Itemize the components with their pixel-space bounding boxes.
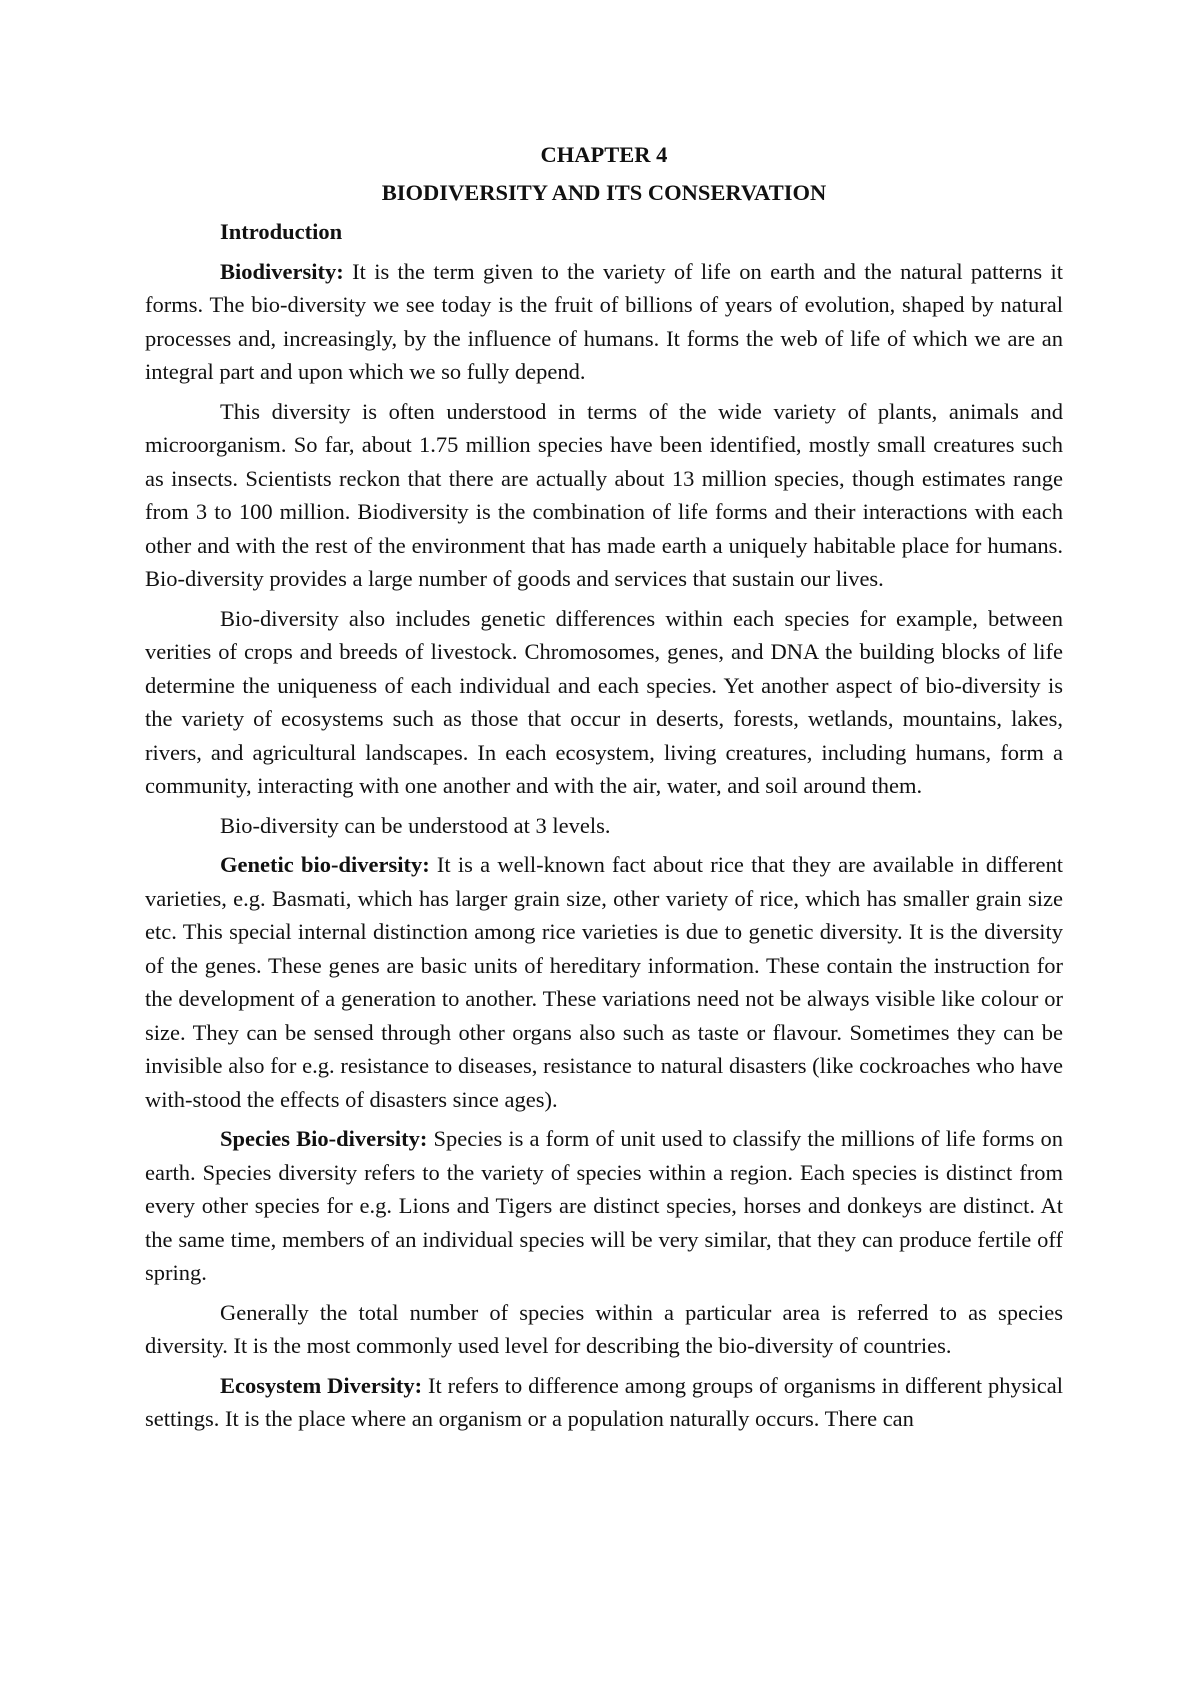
paragraph-ecosystem-diversity <box>145 1369 1063 1436</box>
paragraph-text: This diversity is often understood in terms of the wide variety of plants, animals and microorganism. So far, about 1.75 million species have been identified, mostly small creatures such as insects. Scientists reckon that there are actually about 13 million species, though estimates range from 3 to 100 million. Biodiversity is the combination of life forms and their interactions with each other and with the rest of the environment that has made earth a uniquely habitable place for humans. Bio-diversity provides a large number of goods and services that sustain our lives. <box>145 398 1063 591</box>
paragraph-lead: Ecosystem Diversity: <box>220 1372 423 1398</box>
document-page <box>145 138 1063 1442</box>
paragraph-text: Bio-diversity also includes genetic differences within each species for example, between verities of crops and breeds of livestock. Chromosomes, genes, and DNA the building blocks of life determine the uniqueness of each individual and each species. Yet another aspect of bio-diversity is the variety of ecosystems such as those that occur in deserts, forests, wetlands, mountains, lakes, rivers, and agricultural landscapes. In each ecosystem, living creatures, including humans, form a community, interacting with one another and with the air, water, and soil around them. <box>145 605 1063 798</box>
paragraph-species-biodiversity <box>145 1122 1063 1290</box>
paragraph-lead: Genetic bio-diversity: <box>220 852 430 877</box>
chapter-number: CHAPTER 4 <box>540 142 668 167</box>
paragraph-text: It is the term given to the variety of life on earth and the natural patterns it forms. The bio-diversity we see today is the fruit of billions of years of evolution, shaped by natural processes and, increasingly, by the influence of humans. It forms the web of life of which we are an integral part and upon which we so fully depend. <box>145 258 1063 384</box>
chapter-title: BIODIVERSITY AND ITS CONSERVATION <box>381 179 827 205</box>
paragraph-text: Bio-diversity can be understood at 3 levels. <box>220 812 611 838</box>
paragraph-biodiversity-definition <box>145 255 1063 389</box>
paragraph-genetic-differences <box>145 602 1063 803</box>
paragraph-text: Species is a form of unit used to classify the millions of life forms on earth. Species diversity refers to the variety of species within a region. Each species is distinct from every other species for e.g. Lions and Tigers are distinct species, horses and donkeys are distinct. At the same time, members of an individual species will be very similar, that they can produce fertile off spring. <box>145 1126 1063 1285</box>
paragraph-text: Generally the total number of species within a particular area is referred to as species diversity. It is the most commonly used level for describing the bio-diversity of countries. <box>145 1299 1063 1358</box>
paragraph-text: It is a well-known fact about rice that they are available in different varieties, e.g. Basmati, which has larger grain size, other variety of rice, which has smaller grain size etc. This special internal distinction among rice varieties is due to genetic diversity. It is the diversity of the genes. These genes are basic units of hereditary information. These contain the instruction for the development of a generation to another. These variations need not be always visible like colour or size. They can be sensed through other organs also such as taste or flavour. Sometimes they can be invisible also for e.g. resistance to diseases, resistance to natural disasters (like cockroaches who have with-stood the effects of disasters since ages). <box>145 852 1063 1112</box>
section-heading: Introduction <box>220 219 343 244</box>
paragraph-species-diversity-general <box>145 1296 1063 1363</box>
paragraph-three-levels <box>145 809 1063 843</box>
paragraph-lead: Species Bio-diversity: <box>220 1126 428 1151</box>
paragraph-genetic-biodiversity <box>145 848 1063 1116</box>
paragraph-text: It refers to difference among groups of organisms in different physical settings. It is the place where an organism or a population naturally occurs. There can <box>145 1372 1063 1431</box>
paragraph-diversity-understanding <box>145 395 1063 596</box>
paragraph-lead: Biodiversity: <box>220 258 344 284</box>
